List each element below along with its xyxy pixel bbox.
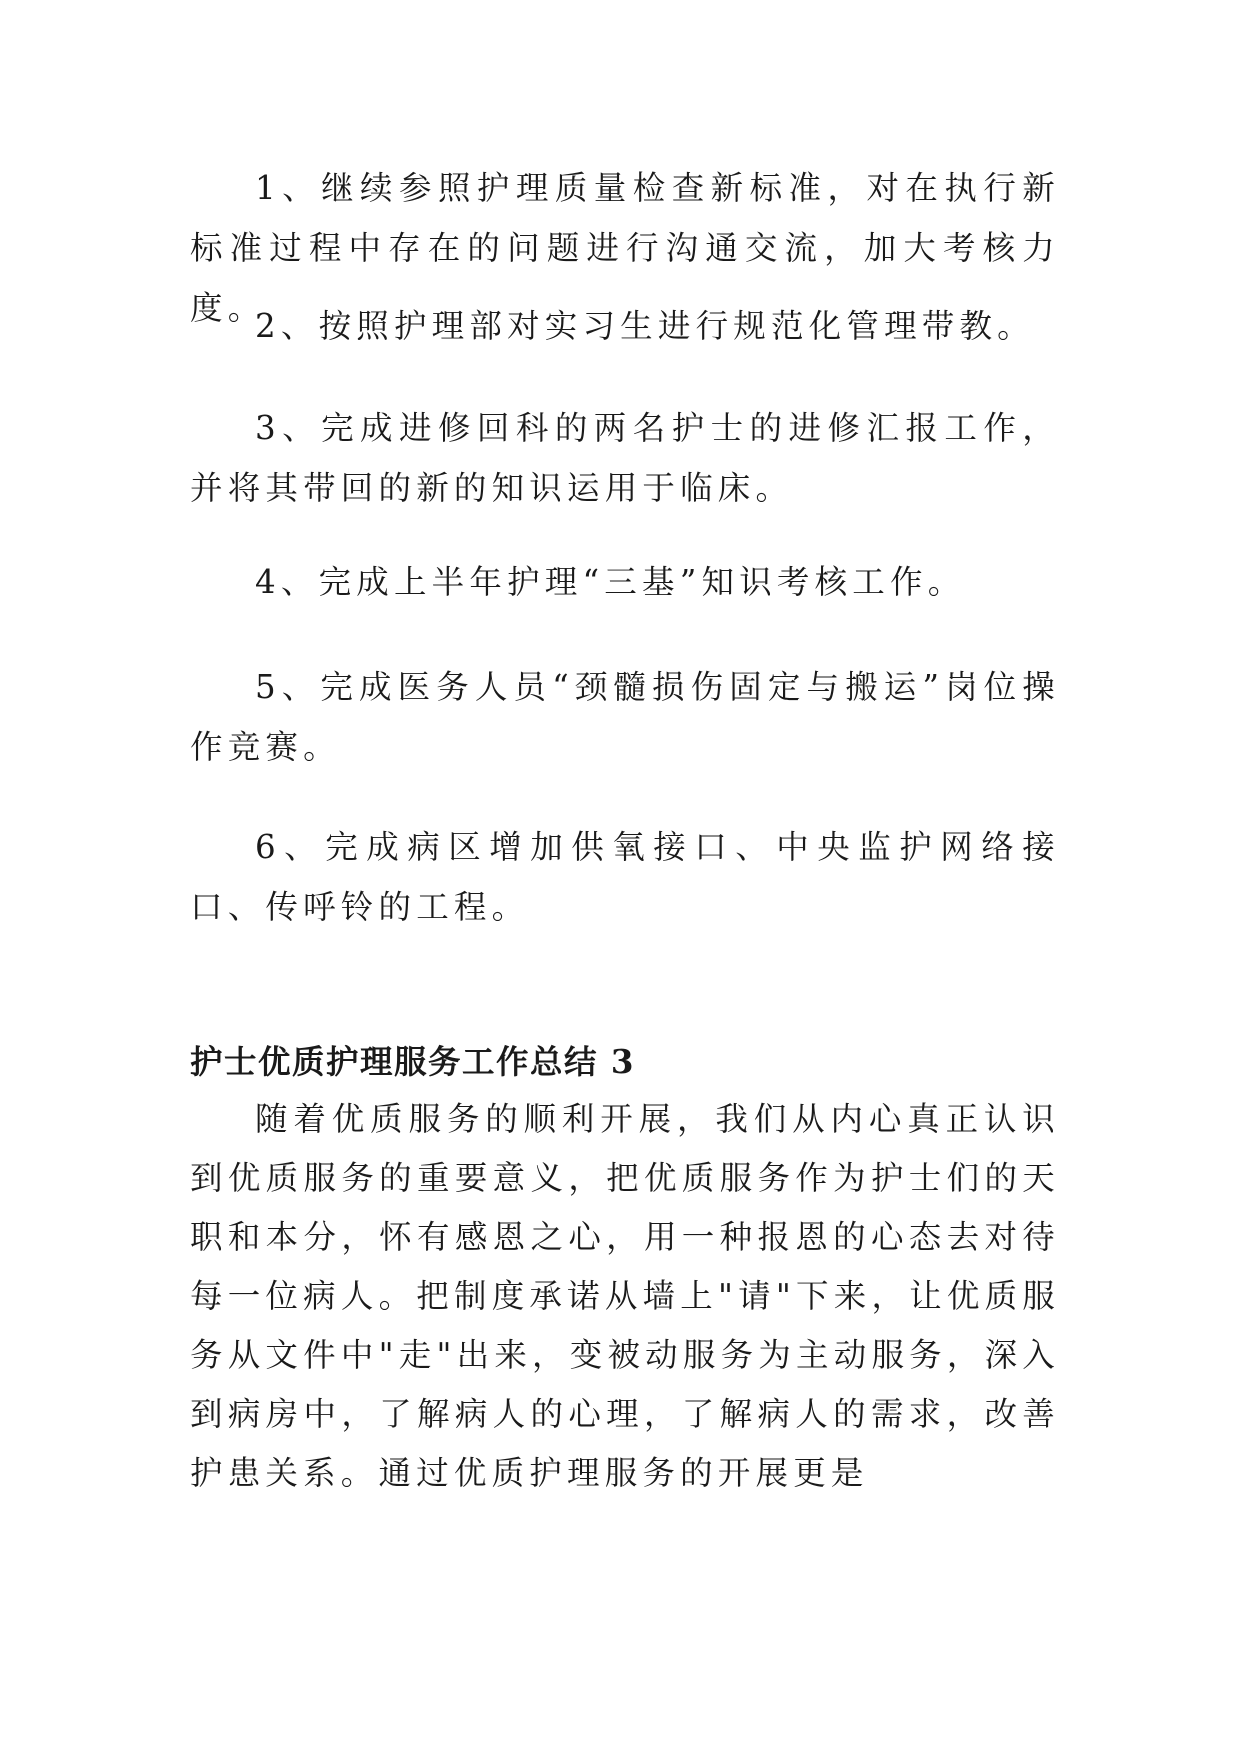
- list-item-5: 5、完成医务人员“颈髓损伤固定与搬运”岗位操作竞赛。: [190, 668, 1060, 766]
- list-item-3: 3、完成进修回科的两名护士的进修汇报工作，并将其带回的新的知识运用于临床。: [190, 409, 1060, 507]
- document-page: [190, 0, 1060, 1754]
- list-item-6: 6、完成病区增加供氧接口、中央监护网络接口、传呼铃的工程。: [190, 828, 1060, 926]
- list-item-2: 2、按照护理部对实习生进行规范化管理带教。: [255, 307, 1035, 345]
- section-title: 护士优质护理服务工作总结 3: [190, 1042, 635, 1081]
- section-body: 随着优质服务的顺利开展，我们从内心真正认识到优质服务的重要意义，把优质服务作为护士们的天职和本分，怀有感恩之心，用一种报恩的心态去对待每一位病人。把制度承诺从墙上"请"下来，让优质服务从文件中"走"出来，变被动服务为主动服务，深入到病房中，了解病人的心理，了解病人的需求，改善护患关系。通过优质护理服务的开展更是: [190, 1100, 1060, 1492]
- list-item-4: 4、完成上半年护理“三基”知识考核工作。: [255, 563, 966, 601]
- list-item-1: 1、继续参照护理质量检查新标准，对在执行新标准过程中存在的问题进行沟通交流，加大考核力度。: [190, 169, 1060, 327]
